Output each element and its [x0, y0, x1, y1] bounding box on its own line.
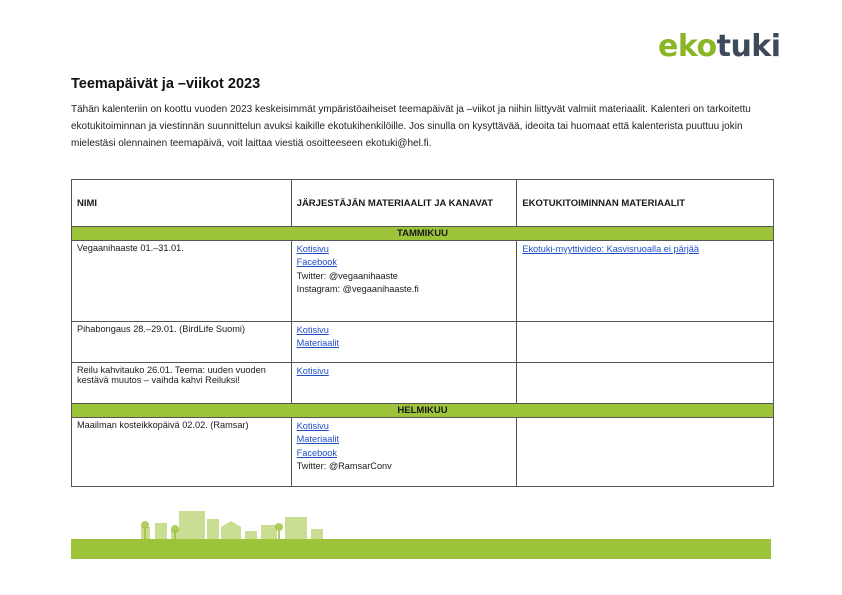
materials-link[interactable]: Materiaalit: [296, 338, 340, 349]
homepage-link[interactable]: Kotisivu: [296, 366, 329, 376]
events-table: [71, 179, 774, 487]
ekotuki-materials: [517, 241, 774, 322]
twitter-handle: Twitter: @vegaanihaaste: [296, 270, 398, 281]
month-label-february: HELMIKUU: [72, 404, 774, 418]
table-row: [72, 322, 774, 363]
header-name: NIMI: [72, 180, 292, 227]
homepage-link[interactable]: Kotisivu: [296, 421, 329, 431]
event-name: Vegaanihaaste 01.–31.01.: [72, 241, 292, 322]
ekotuki-materials: [517, 363, 774, 404]
event-name: Maailman kosteikkopäivä 02.02. (Ramsar): [72, 418, 292, 487]
facebook-link[interactable]: Facebook: [296, 257, 338, 268]
materials-link[interactable]: Materiaalit: [296, 434, 340, 445]
header-organizer-materials: JÄRJESTÄJÄN MATERIAALIT JA KANAVAT: [291, 180, 517, 227]
month-row-february: [72, 404, 774, 418]
ekotuki-materials: [517, 418, 774, 487]
homepage-link[interactable]: Kotisivu: [296, 325, 329, 335]
myth-video-link[interactable]: Ekotuki-myyttivideo: Kasvisruoalla ei pärjää: [522, 244, 700, 254]
intro-paragraph: Tähän kalenteriin on koottu vuoden 2023 keskeisimmät ympäristöaiheiset teemapäivät ja –viikot ja niihin liittyvät valmiit materiaalit. Kalenteri on tarkoitettu ekotukitoiminnan ja viestinnän suunnittelun avuksi kaikille ekotukihenkilöille. Jos sinulla on kysyttävää, ideoita tai huomaat että kalenterista puuttuu jokin mielestäsi olennainen teemapäivä, voit laittaa viestiä osoitteeseen ekotuki@hel.fi.: [71, 104, 751, 149]
event-name: Reilu kahvitauko 26.01. Teema: uuden vuoden kestävä muutos – vaihda kahvi Reiluksi!: [72, 363, 292, 404]
logo-eko: eko: [658, 29, 717, 64]
organizer-channels: [291, 241, 517, 322]
facebook-link[interactable]: Facebook: [296, 447, 338, 458]
organizer-channels: [291, 418, 517, 487]
month-row-january: [72, 227, 774, 241]
month-label-january: TAMMIKUU: [72, 227, 774, 241]
table-row: [72, 363, 774, 404]
organizer-channels: [291, 322, 517, 363]
ekotuki-logo: [658, 30, 781, 64]
event-name: Pihabongaus 28.–29.01. (BirdLife Suomi): [72, 322, 292, 363]
instagram-handle: Instagram: @vegaanihaaste.fi: [296, 284, 419, 295]
logo-tuki: tuki: [716, 29, 781, 64]
city-skyline-footer: [71, 505, 771, 559]
organizer-channels: [291, 363, 517, 404]
twitter-handle: Twitter: @RamsarConv: [296, 461, 392, 472]
page-title: Teemapäivät ja –viikot 2023: [71, 76, 261, 92]
table-row: [72, 241, 774, 322]
table-header-row: [72, 180, 774, 227]
ekotuki-materials: [517, 322, 774, 363]
header-ekotuki-materials: EKOTUKITOIMINNAN MATERIAALIT: [517, 180, 774, 227]
table-row: [72, 418, 774, 487]
homepage-link[interactable]: Kotisivu: [296, 244, 329, 254]
